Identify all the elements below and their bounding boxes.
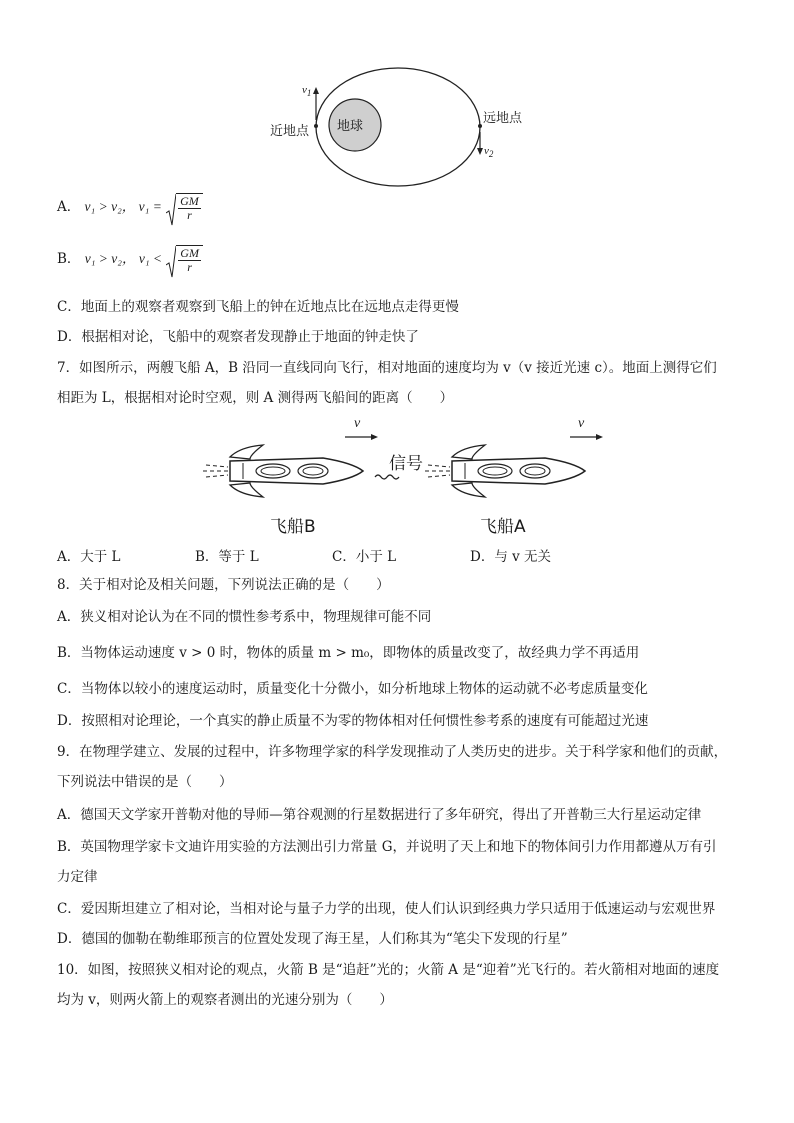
q7-option-b: B．等于 L	[195, 549, 259, 565]
q9-stem-line1: 9．在物理学建立、发展的过程中，许多物理学家的科学发现推动了人类历史的进步。关于科学家和他们的贡献，	[57, 744, 728, 760]
ship-a-label: 飞船A	[480, 517, 526, 537]
q6-option-c: C．地面上的观察者观察到飞船上的钟在近地点比在远地点走得更慢	[57, 299, 459, 315]
q9-option-b-line2: 力定律	[57, 869, 98, 885]
q7-stem-line1: 7．如图所示，两艘飞船 A，B 沿同一直线同向飞行，相对地面的速度均为 v（v 接近光速 c）。地面上测得它们	[57, 360, 717, 376]
velocity-label-b: v	[354, 416, 361, 431]
earth-label: 地球	[337, 119, 364, 134]
q7-stem-line2: 相距为 L，根据相对论时空观，则 A 测得两飞船间的距离（ ）	[57, 390, 454, 406]
signal-label: 信号	[389, 454, 423, 474]
q9-option-c: C．爱因斯坦建立了相对论，当相对论与量子力学的出现，使人们认识到经典力学只适用于低速运动与宏观世界	[57, 901, 716, 917]
velocity-label-a: v	[578, 416, 585, 431]
q6-option-a: A． v₁ > v₂， v₁ = $\frac{GM}{r}$	[57, 193, 203, 222]
orbit-diagram	[300, 60, 500, 200]
rockets-diagram	[195, 415, 605, 540]
sqrt-gm-over-r-b: $\frac{GM}{r}$	[166, 245, 203, 274]
ship-b-label: 飞船B	[270, 517, 316, 537]
rocket-a-icon	[425, 445, 585, 497]
rocket-b-icon	[203, 445, 363, 497]
signal-wave-icon	[375, 475, 399, 479]
q7-option-a: A．大于 L	[57, 549, 121, 565]
q6-option-d: D．根据相对论，飞船中的观察者发现静止于地面的钟走快了	[57, 329, 419, 345]
q8-option-b: B．当物体运动速度 v > 0 时，物体的质量 m > m₀，即物体的质量改变了，故经典力学不再适用	[57, 645, 640, 661]
v2-label: $v_2$	[484, 145, 494, 160]
apogee-point	[478, 124, 482, 128]
q9-option-d: D．德国的伽勒在勒维耶预言的位置处发现了海王星，人们称其为“笔尖下发现的行星”	[57, 931, 568, 947]
q9-option-a: A．德国天文学家开普勒对他的导师—第谷观测的行星数据进行了多年研究，得出了开普勒三大行星运动定律	[57, 807, 702, 823]
q8-option-a: A．狭义相对论认为在不同的惯性参考系中，物理规律可能不同	[57, 609, 432, 625]
q10-stem-line1: 10．如图，按照狭义相对论的观点，火箭 B 是“追赶”光的；火箭 A 是“迎着”光飞行的。若火箭相对地面的速度	[57, 962, 720, 978]
q9-stem-line2: 下列说法中错误的是（ ）	[57, 774, 233, 790]
v1-label: $v_1$	[302, 84, 312, 99]
q8-option-d: D．按照相对论理论，一个真实的静止质量不为零的物体相对任何惯性参考系的速度有可能超过光速	[57, 713, 649, 729]
q8-option-c: C．当物体以较小的速度运动时，质量变化十分微小，如分析地球上物体的运动就不必考虑质量变化	[57, 681, 648, 697]
apogee-label: 远地点	[483, 111, 523, 126]
sqrt-gm-over-r: $\frac{GM}{r}$	[166, 193, 203, 222]
q10-stem-line2: 均为 v，则两火箭上的观察者测出的光速分别为（ ）	[57, 992, 393, 1008]
q7-option-d: D．与 v 无关	[470, 549, 552, 565]
q8-stem: 8．关于相对论及相关问题，下列说法正确的是（ ）	[57, 577, 390, 593]
q7-option-c: C．小于 L	[332, 549, 397, 565]
q9-option-b-line1: B．英国物理学家卡文迪许用实验的方法测出引力常量 G，并说明了天上和地下的物体间引力作用都遵从万有引	[57, 839, 717, 855]
q6-option-b: B． v₁ > v₂， v₁ < $\frac{GM}{r}$	[57, 245, 203, 274]
perigee-point	[314, 124, 318, 128]
perigee-label: 近地点	[270, 124, 310, 139]
